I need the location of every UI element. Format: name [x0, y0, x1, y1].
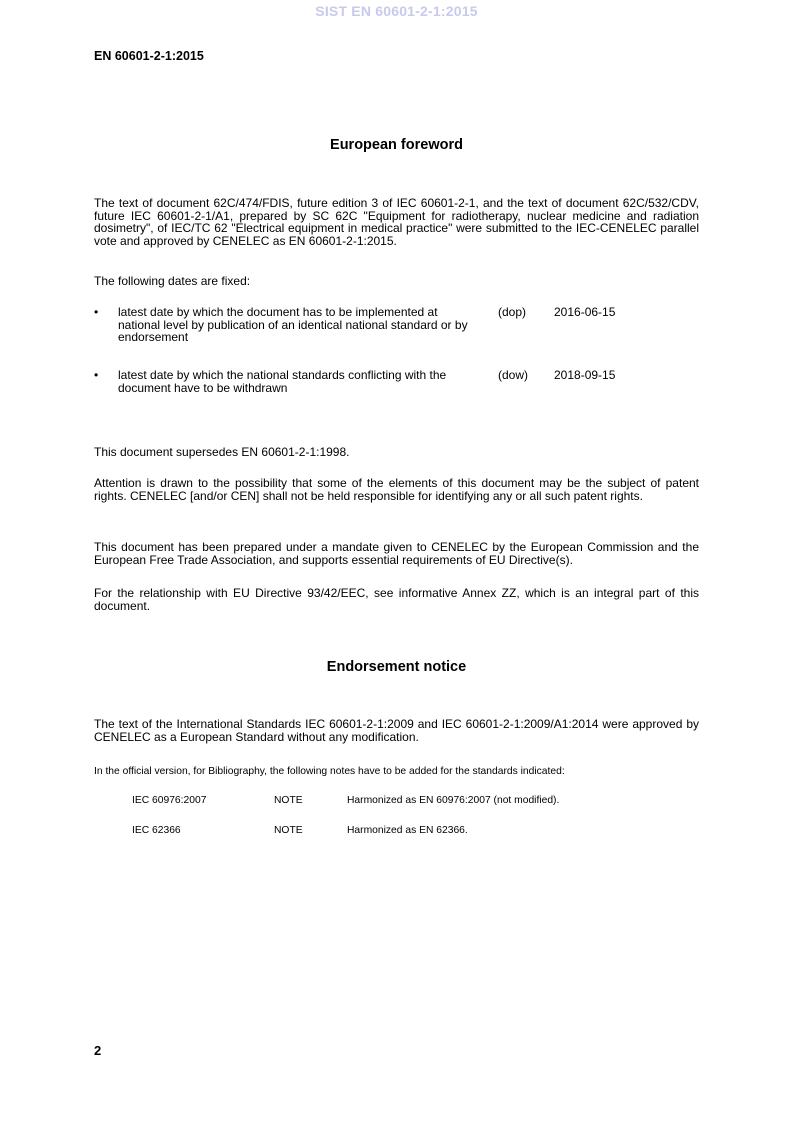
bullet-icon: • — [94, 368, 99, 382]
note-text: Harmonized as EN 62366. — [347, 825, 468, 836]
document-id: EN 60601-2-1:2015 — [94, 49, 204, 63]
supersedes-note: This document supersedes EN 60601-2-1:1998. — [94, 445, 350, 459]
dates-intro: The following dates are fixed: — [94, 274, 251, 288]
watermark: SIST EN 60601-2-1:2015 — [315, 3, 478, 19]
date-item-text: latest date by which the document has to be implemented at national level by publication of an identical national standard or by endorsement — [118, 305, 468, 344]
date-item-abbr: (dow) — [498, 368, 529, 382]
date-item-abbr: (dop) — [498, 305, 527, 319]
patent-note: Attention is drawn to the possibility that some of the elements of this document may be the subject of patent rights. CENELEC [and/or CEN] shall not be held responsible for identifying any or all such patent rights. — [94, 476, 699, 503]
note-standard: IEC 60976:2007 — [132, 795, 207, 806]
bullet-icon: • — [94, 305, 99, 319]
date-item-date: 2016-06-15 — [554, 305, 616, 319]
foreword-intro: The text of document 62C/474/FDIS, future edition 3 of IEC 60601-2-1, and the text of document 62C/532/CDV, future IEC 60601-2-1/A1, prepared by SC 62C "Equipment for radiotherapy, nuclear medicine and radiation dosimetry", of IEC/TC 62 "Electrical equipment in medical practice" were submitted to the IEC-CENELEC parallel vote and approved by CENELEC as EN 60601-2-1:2015. — [94, 196, 699, 248]
page-number: 2 — [94, 1043, 102, 1058]
date-item-text: latest date by which the national standards conflicting with the document have to be withdrawn — [118, 368, 447, 395]
bibliography-intro: In the official version, for Bibliography, the following notes have to be added for the standards indicated: — [94, 766, 565, 777]
directive-note: For the relationship with EU Directive 93/42/EEC, see informative Annex ZZ, which is an integral part of this document. — [94, 586, 699, 613]
mandate-note: This document has been prepared under a mandate given to CENELEC by the European Commission and the European Free Trade Association, and supports essential requirements of EU Directive(s). — [94, 540, 699, 567]
foreword-heading: European foreword — [330, 137, 463, 153]
note-label: NOTE — [274, 795, 303, 806]
endorsement-text: The text of the International Standards IEC 60601-2-1:2009 and IEC 60601-2-1:2009/A1:2014 were approved by CENELEC as a European Standard without any modification. — [94, 717, 699, 744]
note-label: NOTE — [274, 825, 303, 836]
date-item-date: 2018-09-15 — [554, 368, 616, 382]
endorsement-heading: Endorsement notice — [326, 659, 467, 675]
note-text: Harmonized as EN 60976:2007 (not modified). — [347, 795, 560, 806]
note-standard: IEC 62366 — [132, 825, 181, 836]
